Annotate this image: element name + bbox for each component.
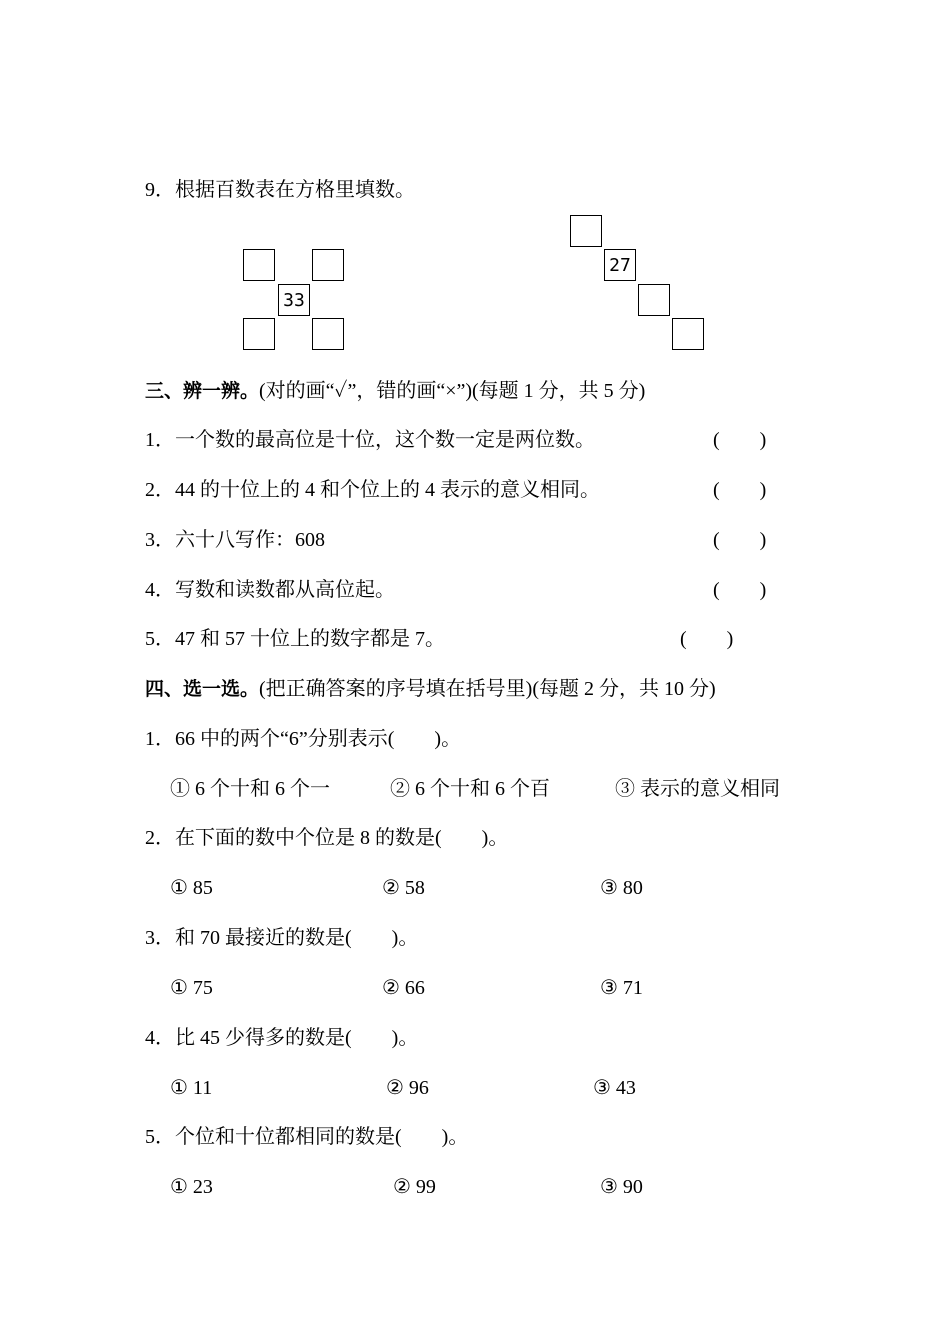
choice-question: 3．和 70 最接近的数是( )。: [145, 927, 419, 949]
true-false-item: 5．47 和 57 十位上的数字都是 7。: [145, 628, 445, 650]
choice-question: 5．个位和十位都相同的数是( )。: [145, 1126, 469, 1148]
grid-cell-empty[interactable]: [312, 318, 344, 350]
grid-cell-empty[interactable]: [243, 318, 275, 350]
option-2[interactable]: ② 6 个十和 6 个百: [390, 778, 550, 800]
option-2[interactable]: ② 58: [382, 877, 425, 899]
option-3[interactable]: ③ 表示的意义相同: [615, 778, 780, 800]
choice-question: 2．在下面的数中个位是 8 的数是( )。: [145, 827, 509, 849]
option-3[interactable]: ③ 90: [600, 1176, 643, 1198]
answer-paren[interactable]: ( ): [713, 529, 767, 551]
option-2[interactable]: ② 66: [382, 977, 425, 999]
section-4-instructions: (把正确答案的序号填在括号里)(每题 2 分，共 10 分): [259, 678, 716, 700]
answer-paren[interactable]: ( ): [713, 579, 767, 601]
grid-cell-given: 27: [604, 249, 636, 281]
grid-cell-empty[interactable]: [672, 318, 704, 350]
section-4-title: [145, 677, 716, 701]
section-3-instructions: (对的画“✓”，错的画“×”)(每题 1 分，共 5 分): [259, 380, 646, 402]
option-1[interactable]: ① 85: [170, 877, 213, 899]
choice-question: 1．66 中的两个“6”分别表示( )。: [145, 728, 462, 750]
option-3[interactable]: ③ 80: [600, 877, 643, 899]
option-1[interactable]: ① 23: [170, 1176, 213, 1198]
option-3[interactable]: ③ 71: [600, 977, 643, 999]
grid-cell-given: 33: [278, 284, 310, 316]
choice-question: 4．比 45 少得多的数是( )。: [145, 1027, 419, 1049]
option-1[interactable]: ① 75: [170, 977, 213, 999]
true-false-item: 4．写数和读数都从高位起。: [145, 579, 395, 601]
option-2[interactable]: ② 99: [393, 1176, 436, 1198]
grid-cell-empty[interactable]: [570, 215, 602, 247]
question-9-prompt: 9．根据百数表在方格里填数。: [145, 179, 415, 201]
answer-paren[interactable]: ( ): [680, 628, 734, 650]
answer-paren[interactable]: ( ): [713, 429, 767, 451]
grid-cell-empty[interactable]: [638, 284, 670, 316]
answer-paren[interactable]: ( ): [713, 479, 767, 501]
section-3-title: [145, 379, 645, 403]
option-1[interactable]: ① 6 个十和 6 个一: [170, 778, 330, 800]
option-3[interactable]: ③ 43: [593, 1077, 636, 1099]
grid-cell-empty[interactable]: [243, 249, 275, 281]
section-3-heading: 三、辨一辨。: [145, 380, 260, 402]
section-4-heading: 四、选一选。: [145, 678, 260, 700]
option-1[interactable]: ① 11: [170, 1077, 213, 1099]
option-2[interactable]: ② 96: [386, 1077, 429, 1099]
grid-cell-empty[interactable]: [312, 249, 344, 281]
true-false-item: 1．一个数的最高位是十位，这个数一定是两位数。: [145, 429, 595, 451]
true-false-item: 3．六十八写作：608: [145, 529, 325, 551]
true-false-item: 2．44 的十位上的 4 和个位上的 4 表示的意义相同。: [145, 479, 600, 501]
